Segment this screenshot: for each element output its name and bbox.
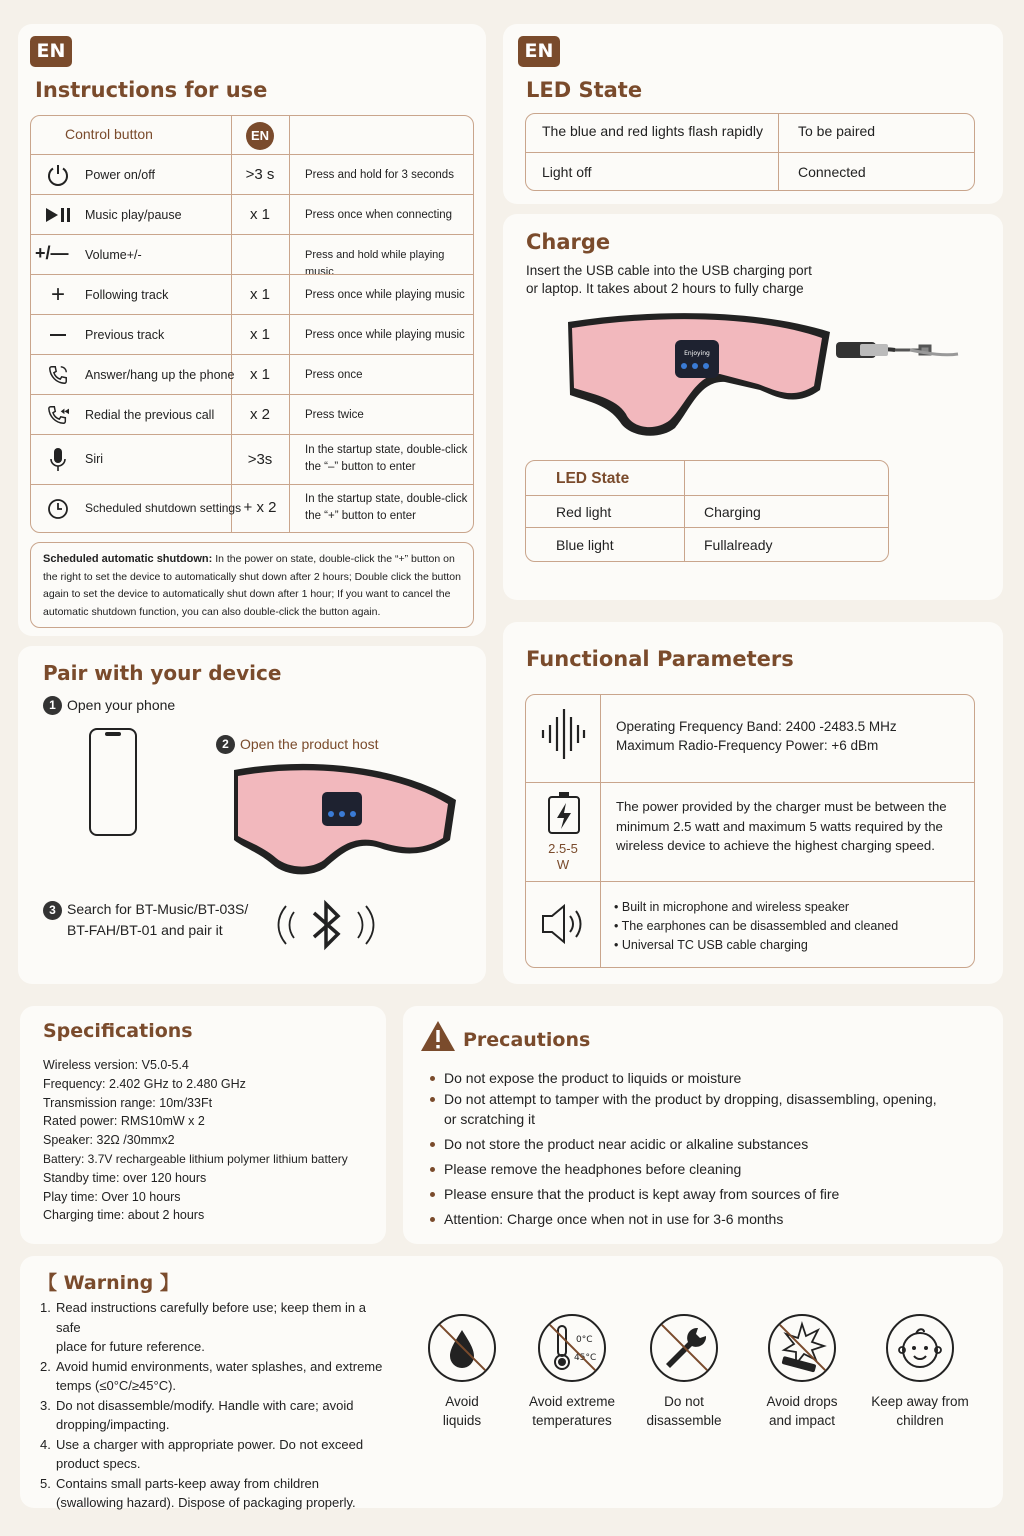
precautions-list xyxy=(428,1068,937,1229)
warning-title: 【 Warning 】 xyxy=(38,1272,179,1294)
spec-line: Frequency: 2.402 GHz to 2.480 GHz xyxy=(43,1076,246,1091)
language-badge-2: EN xyxy=(518,36,560,67)
keep-away-from-children: Keep away from children xyxy=(866,1314,974,1430)
spec-line: Rated power: RMS10mW x 2 xyxy=(43,1114,205,1129)
rf-power-text: Maximum Radio-Frequency Power: +6 dBm xyxy=(616,738,879,753)
specifications-title: Specifications xyxy=(43,1020,193,1042)
plus-minus-icon: +/— xyxy=(35,243,69,263)
precaution-item: Do not attempt to tamper with the product by dropping, disassembling, opening, xyxy=(428,1089,937,1109)
led-state-title: LED State xyxy=(526,78,643,102)
control-row: Siri >3s In the startup state, double-click the “–” button to enter xyxy=(31,434,473,484)
step-number: 2 xyxy=(216,735,235,754)
control-row: Power on/off >3 s Press and hold for 3 seconds xyxy=(31,154,473,194)
spec-line: Charging time: about 2 hours xyxy=(43,1208,205,1223)
phone-icon xyxy=(43,361,73,389)
precautions-title: Precautions xyxy=(463,1029,591,1051)
control-row: +/— Volume+/- Press and hold while playing music xyxy=(31,234,473,274)
step3-text-1: Search for BT-Music/BT-03S/ xyxy=(67,901,249,917)
feature-item: • Universal TC USB cable charging xyxy=(614,938,808,952)
control-row: + Following track x 1 Press once while playing music xyxy=(31,274,473,314)
plus-icon: + xyxy=(50,281,65,308)
control-header: Control button xyxy=(65,126,153,142)
step1-text: Open your phone xyxy=(67,697,176,713)
thermometer-icon xyxy=(538,1314,606,1382)
warning-item: 5. Contains small parts-keep away from children (swallowing hazard). Dispose of packaging properly. xyxy=(40,1475,356,1510)
charger-text-2: minimum 2.5 watt and maximum 5 watts required by the xyxy=(616,819,943,834)
charge-led-table xyxy=(525,460,889,562)
svg-text:Enjoying: Enjoying xyxy=(684,350,710,357)
led-state-table xyxy=(525,113,975,191)
avoid-extreme-temperatures: 0°C 45°C Avoid extreme temperatures xyxy=(522,1314,622,1430)
step3-text-2: BT-FAH/BT-01 and pair it xyxy=(67,922,223,938)
avoid-liquids: Avoid liquids xyxy=(412,1314,512,1430)
step2-text: Open the product host xyxy=(240,736,379,752)
instructions-title: Instructions for use xyxy=(35,78,268,102)
language-badge: EN xyxy=(30,36,72,67)
spec-line: Standby time: over 120 hours xyxy=(43,1170,207,1185)
control-row: Redial the previous call x 2 Press twice xyxy=(31,394,473,434)
spec-line: Battery: 3.7V rechargeable lithium polymer lithium battery xyxy=(43,1151,348,1166)
functional-table xyxy=(525,694,975,968)
charge-title: Charge xyxy=(526,230,611,254)
charge-status-cell: Fullalready xyxy=(704,537,773,553)
specifications-list xyxy=(43,1056,348,1225)
functional-title: Functional Parameters xyxy=(526,647,794,671)
warning-triangle-icon xyxy=(420,1020,456,1052)
spec-line: Transmission range: 10m/33Ft xyxy=(43,1095,213,1110)
phone-illustration xyxy=(89,728,137,836)
charger-text-1: The power provided by the charger must be between the xyxy=(616,799,947,814)
speaker-icon xyxy=(540,902,588,946)
control-row: Answer/hang up the phone x 1 Press once xyxy=(31,354,473,394)
child-face-icon xyxy=(886,1314,954,1382)
battery-charge-icon xyxy=(546,791,582,835)
charge-text-2: or laptop. It takes about 2 hours to fully charge xyxy=(526,281,804,296)
feature-item: • Built in microphone and wireless speaker xyxy=(614,900,850,914)
charger-text-3: wireless device to achieve the highest charging speed. xyxy=(616,838,935,853)
mic-icon xyxy=(43,445,73,475)
do-not-disassemble: Do not disassemble xyxy=(634,1314,734,1430)
note-text: In the power on state, double-click the “+” button on the right to set the device to automatically shut down after 2 hours; Double click the button again to set the device to automatically shut down after 1 hour; If you want to cancel the automatic shutdown function, you can also double-click the button again. xyxy=(43,553,461,618)
spec-line: Speaker: 32Ω /30mmx2 xyxy=(43,1133,175,1148)
precaution-item: Please remove the headphones before cleaning xyxy=(428,1159,937,1179)
warning-list xyxy=(40,1298,390,1513)
led-state-cell: The blue and red lights flash rapidly xyxy=(542,123,764,139)
control-row: Music play/pause x 1 Press once when connecting xyxy=(31,194,473,234)
spec-line: Wireless version: V5.0-5.4 xyxy=(43,1058,189,1072)
impact-icon xyxy=(768,1314,836,1382)
precaution-item: Do not store the product near acidic or alkaline substances xyxy=(428,1134,937,1154)
power-icon xyxy=(43,161,73,189)
charge-light-cell: Blue light xyxy=(556,537,614,553)
minus-icon xyxy=(43,321,73,349)
scheduled-shutdown-note xyxy=(30,542,474,628)
charging-mask-image xyxy=(560,310,960,445)
redial-icon xyxy=(43,401,73,429)
led-meaning-cell: To be paired xyxy=(798,123,876,139)
charge-led-title: LED State xyxy=(556,470,630,487)
frequency-band-text: Operating Frequency Band: 2400 -2483.5 MHz xyxy=(616,719,897,734)
warning-item: 2. Avoid humid environments, water splashes, and extreme temps (≤0°C/≥45°C). xyxy=(40,1358,383,1393)
control-table xyxy=(30,115,474,533)
precaution-item: Please ensure that the product is kept away from sources of fire xyxy=(428,1184,937,1204)
charge-status-cell: Charging xyxy=(704,504,761,520)
step-number: 1 xyxy=(43,696,62,715)
step-number: 3 xyxy=(43,901,62,920)
control-row: Scheduled shutdown settings + x 2 In the startup state, double-click the “+” button to enter xyxy=(31,484,473,532)
water-drop-icon xyxy=(428,1314,496,1382)
clock-icon xyxy=(43,495,73,523)
avoid-drops-and-impact: Avoid drops and impact xyxy=(752,1314,852,1430)
watt-unit: W xyxy=(556,857,570,872)
pair-title: Pair with your device xyxy=(43,661,282,685)
led-meaning-cell: Connected xyxy=(798,164,866,180)
frequency-wave-icon xyxy=(540,707,586,761)
lang-header-badge: EN xyxy=(246,122,274,150)
note-label: Scheduled automatic shutdown: xyxy=(43,553,213,565)
svg-text:45°C: 45°C xyxy=(574,1353,597,1363)
svg-text:0°C: 0°C xyxy=(576,1335,593,1345)
bluetooth-icon xyxy=(274,898,378,952)
product-mask-image xyxy=(230,760,458,878)
warning-item: 3. Do not disassemble/modify. Handle with care; avoid dropping/impacting. xyxy=(40,1397,354,1432)
charge-light-cell: Red light xyxy=(556,504,612,520)
precaution-continuation: or scratching it xyxy=(444,1111,536,1127)
charge-text-1: Insert the USB cable into the USB charging port xyxy=(526,263,812,278)
wrench-icon xyxy=(650,1314,718,1382)
control-row: Previous track x 1 Press once while playing music xyxy=(31,314,473,354)
feature-item: • The earphones can be disassembled and cleaned xyxy=(614,919,899,933)
play-pause-icon xyxy=(43,201,73,229)
spec-line: Play time: Over 10 hours xyxy=(43,1189,181,1204)
led-state-cell: Light off xyxy=(542,164,592,180)
watt-label: 2.5-5 xyxy=(548,841,578,856)
precaution-item: Attention: Charge once when not in use for 3-6 months xyxy=(428,1209,937,1229)
warning-item: 1. Read instructions carefully before use; keep them in a safe place for future reference. xyxy=(40,1300,367,1354)
precaution-item: Do not expose the product to liquids or moisture xyxy=(428,1068,937,1088)
warning-item: 4. Use a charger with appropriate power. Do not exceed product specs. xyxy=(40,1436,364,1471)
